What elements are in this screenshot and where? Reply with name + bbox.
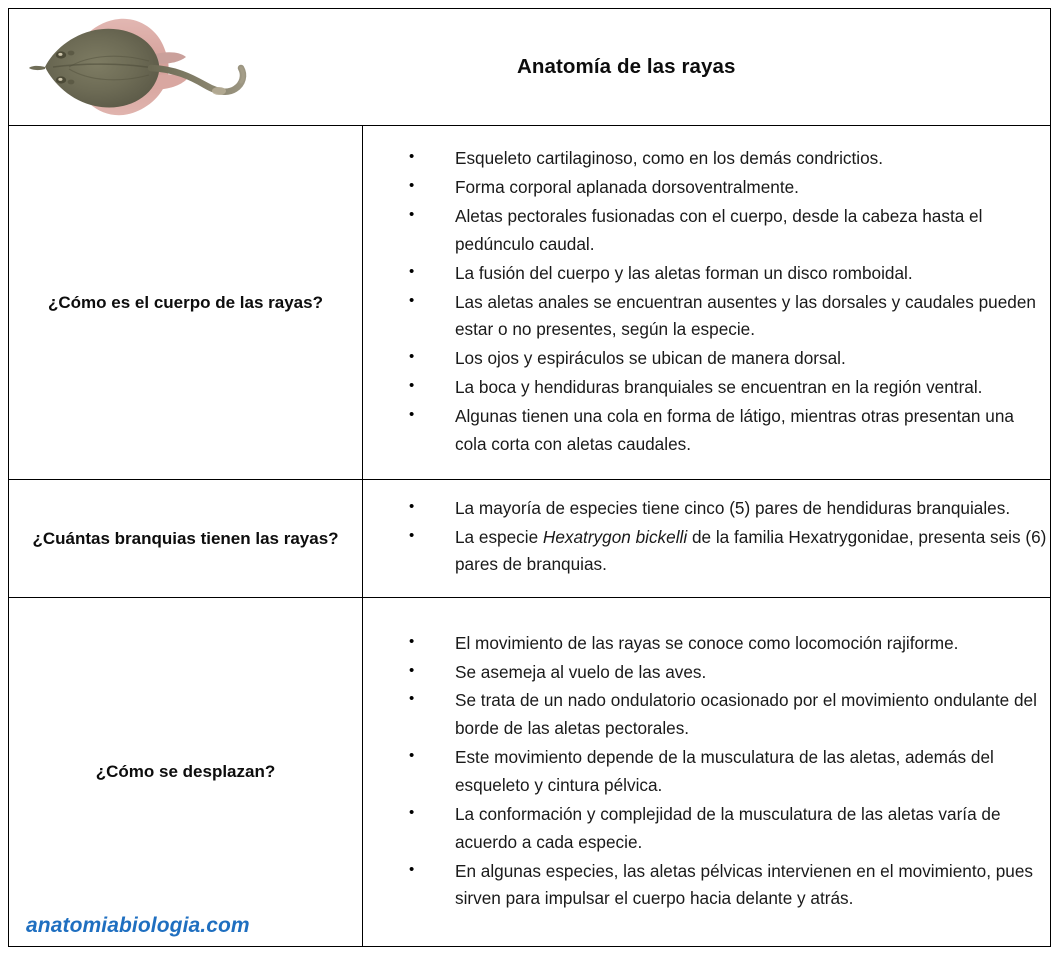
question-label: ¿Cómo es el cuerpo de las rayas? [48, 292, 323, 312]
question-cell-2 [9, 480, 363, 598]
list-item-text: La boca y hendiduras branquiales se encuentran en la región ventral. [455, 377, 983, 398]
list-item [363, 801, 1050, 857]
list-item [363, 145, 1050, 173]
page-title: Anatomía de las rayas [516, 55, 736, 78]
list-item [363, 403, 1050, 459]
answer-list-3 [363, 630, 1050, 914]
table-header-row [9, 9, 1051, 126]
list-item [363, 174, 1050, 202]
spiracle-left [68, 51, 75, 56]
bullet-icon: • [409, 148, 415, 166]
list-item-text: En algunas especies, las aletas pélvicas intervienen en el movimiento, pues sirven para impulsar el cuerpo hacia delante y atrás. [455, 860, 1034, 909]
list-item [363, 524, 1050, 580]
list-item [363, 858, 1050, 914]
table-row [9, 126, 1051, 480]
answer-list-2 [363, 495, 1050, 580]
bullet-icon: • [409, 632, 415, 650]
bullet-icon: • [409, 406, 415, 423]
list-item [363, 374, 1050, 402]
bullet-icon: • [409, 348, 415, 366]
header-title-cell [363, 9, 1051, 126]
stingray-illustration [23, 11, 263, 123]
tail-sting [212, 87, 226, 95]
list-item-text: Esqueleto cartilaginoso, como en los demás condrictios. [455, 148, 884, 169]
bullet-icon: • [409, 262, 415, 280]
list-item [363, 345, 1050, 373]
bullet-icon: • [409, 526, 415, 544]
bullet-icon: • [409, 377, 415, 395]
bullet-icon: • [409, 177, 415, 195]
stingray-dorsal-view-icon [23, 11, 263, 123]
header-illustration-cell [9, 9, 363, 126]
list-item-text: Las aletas anales se encuentran ausentes y las dorsales y caudales pueden estar o no presentes, según la especie. [455, 291, 1036, 340]
list-item [363, 495, 1050, 523]
list-item-text: Aletas pectorales fusionadas con el cuerpo, desde la cabeza hasta el pedúnculo caudal. [455, 205, 983, 254]
eye-right-highlight [58, 78, 62, 81]
list-item-text: Los ojos y espiráculos se ubican de manera dorsal. [455, 348, 846, 369]
list-item-text: Se asemeja al vuelo de las aves. [455, 661, 707, 682]
bullet-icon: • [409, 205, 415, 223]
ray-body-disc [45, 29, 159, 108]
list-item-text: El movimiento de las rayas se conoce como locomoción rajiforme. [455, 632, 959, 653]
bullet-icon: • [409, 860, 415, 878]
answer-list-1 [363, 145, 1050, 458]
bullet-icon: • [409, 747, 415, 765]
bullet-icon: • [409, 661, 415, 679]
list-item [363, 203, 1050, 259]
bullet-icon: • [409, 291, 415, 309]
list-item [363, 630, 1050, 658]
list-item [363, 659, 1050, 687]
answer-cell-2 [363, 480, 1051, 598]
question-label: ¿Cómo se desplazan? [95, 762, 276, 782]
spiracle-right [68, 80, 75, 85]
eye-left-highlight [58, 53, 62, 56]
list-item-text: Algunas tienen una cola en forma de látigo, mientras otras presentan una cola corta con aletas caudales. [455, 406, 1014, 454]
list-item [363, 744, 1050, 800]
table-row [9, 598, 1051, 947]
answer-cell-1 [363, 126, 1051, 480]
list-item-text: Se trata de un nado ondulatorio ocasionado por el movimiento ondulante del borde de las aletas pectorales. [455, 690, 1037, 739]
anatomy-info-table [8, 8, 1051, 947]
snout [29, 66, 45, 70]
bullet-icon: • [409, 803, 415, 821]
list-item-text: La especie Hexatrygon bickelli de la familia Hexatrygonidae, presenta seis (6) pares de branquias. [455, 526, 1047, 575]
list-item-text: La fusión del cuerpo y las aletas forman un disco romboidal. [455, 262, 913, 283]
list-item [363, 260, 1050, 288]
list-item [363, 687, 1050, 743]
question-label: ¿Cuántas branquias tienen las rayas? [32, 528, 339, 548]
question-cell-3 [9, 598, 363, 947]
question-cell-1 [9, 126, 363, 480]
list-item-text: Este movimiento depende de la musculatura de las aletas, además del esqueleto y cintura pélvica. [455, 747, 994, 795]
table-row [9, 480, 1051, 598]
site-watermark[interactable]: anatomiabiologia.com [26, 914, 250, 937]
list-item-text: Forma corporal aplanada dorsoventralmente. [455, 177, 799, 198]
bullet-icon: • [409, 690, 415, 708]
answer-cell-3 [363, 598, 1051, 947]
bullet-icon: • [409, 497, 415, 515]
list-item [363, 289, 1050, 345]
list-item-text: La conformación y complejidad de la musculatura de las aletas varía de acuerdo a cada especie. [455, 803, 1001, 852]
list-item-text: La mayoría de especies tiene cinco (5) pares de hendiduras branquiales. [455, 497, 1011, 518]
